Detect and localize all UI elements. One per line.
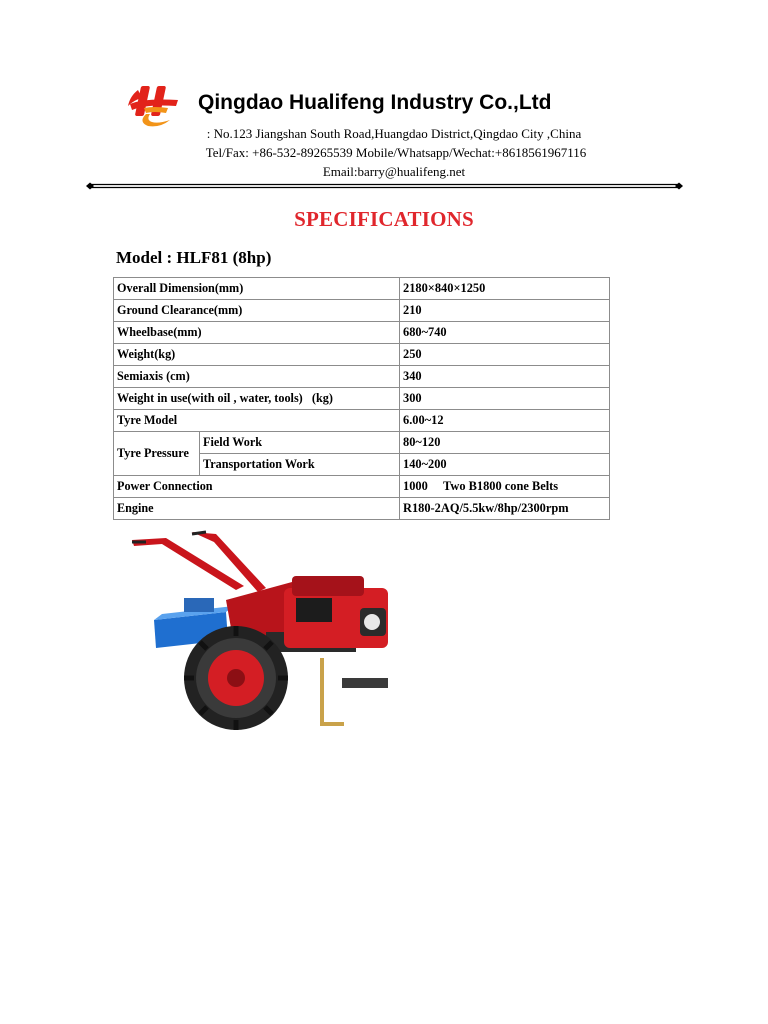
spec-value: 6.00~12 — [400, 410, 610, 432]
table-row — [114, 322, 610, 344]
spec-value: 300 — [400, 388, 610, 410]
spec-label: Semiaxis (cm) — [114, 366, 400, 388]
company-name: Qingdao Hualifeng Industry Co.,Ltd — [198, 91, 552, 114]
specifications-heading: SPECIFICATIONS — [294, 207, 474, 231]
spec-label: Engine — [114, 498, 400, 520]
spec-label: Weight in use(with oil , water, tools) (kg) — [114, 388, 400, 410]
spec-value: 210 — [400, 300, 610, 322]
table-row — [114, 366, 610, 388]
company-logo — [124, 82, 180, 128]
spec-label: Overall Dimension(mm) — [114, 278, 400, 300]
spec-value: 140~200 — [400, 454, 610, 476]
table-row — [114, 476, 610, 498]
table-row — [114, 432, 610, 454]
spec-sublabel: Transportation Work — [200, 454, 400, 476]
specifications-table — [113, 277, 610, 520]
spec-label: Weight(kg) — [114, 344, 400, 366]
company-address: : No.123 Jiangshan South Road,Huangdao District,Qingdao City ,China — [206, 126, 582, 141]
walking-tractor-image — [116, 528, 410, 748]
table-row — [114, 388, 610, 410]
spec-value: 680~740 — [400, 322, 610, 344]
spec-label: Tyre Model — [114, 410, 400, 432]
spec-value: 80~120 — [400, 432, 610, 454]
header-divider — [86, 181, 683, 191]
spec-value: 340 — [400, 366, 610, 388]
spec-sublabel: Field Work — [200, 432, 400, 454]
table-row — [114, 300, 610, 322]
spec-label: Wheelbase(mm) — [114, 322, 400, 344]
spec-label: Ground Clearance(mm) — [114, 300, 400, 322]
spec-value: 250 — [400, 344, 610, 366]
document-header — [0, 0, 768, 200]
table-row — [114, 278, 610, 300]
spec-label: Tyre Pressure — [114, 432, 200, 476]
company-email: Email:barry@hualifeng.net — [322, 164, 466, 179]
spec-value: R180-2AQ/5.5kw/8hp/2300rpm — [400, 498, 610, 520]
table-row — [114, 344, 610, 366]
table-row — [114, 410, 610, 432]
table-row — [114, 498, 610, 520]
spec-value: 2180×840×1250 — [400, 278, 610, 300]
spec-value: 1000 Two B1800 cone Belts — [400, 476, 610, 498]
spec-label: Power Connection — [114, 476, 400, 498]
model-title: Model : HLF81 (8hp) — [116, 248, 272, 267]
company-phone: Tel/Fax: +86-532-89265539 Mobile/Whatsapp/Wechat:+8618561967116 — [205, 145, 587, 160]
